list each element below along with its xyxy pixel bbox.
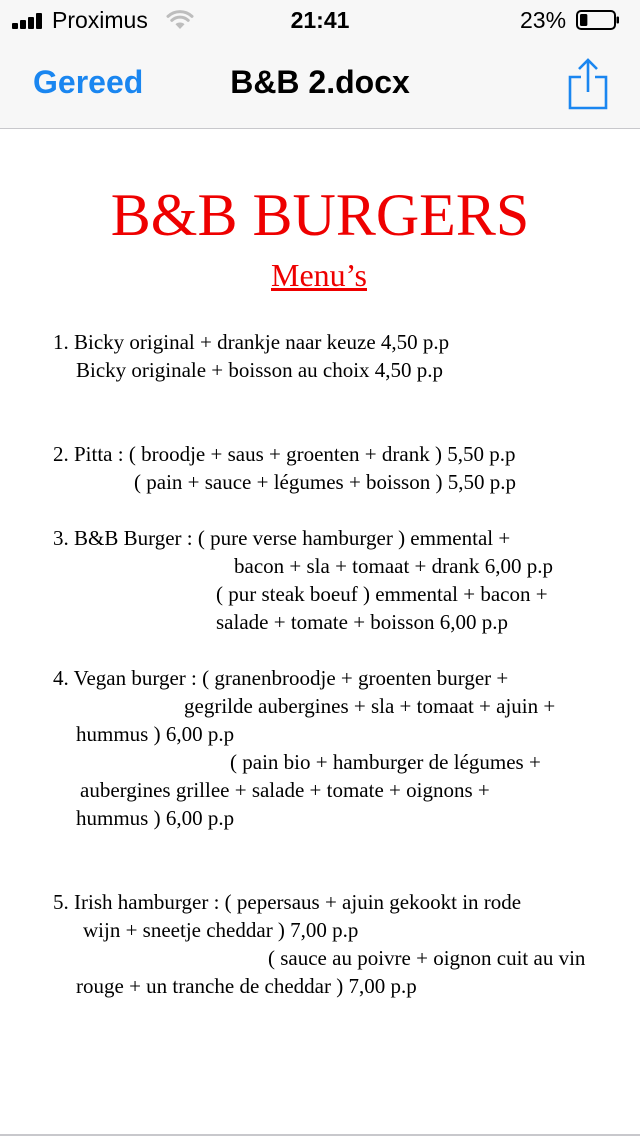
menu-item-5-line-4: rouge + un tranche de cheddar ) 7,00 p.p [76,974,417,998]
menu-item-2-line-2: ( pain + sauce + légumes + boisson ) 5,50 p.p [134,470,516,494]
menu-item-3-line-3: ( pur steak boeuf ) emmental + bacon + [216,582,548,606]
menu-subheading: Menu’s [271,257,367,293]
battery-percentage: 23% [520,7,567,33]
status-time: 21:41 [290,7,350,33]
menu-item-3-line-4: salade + tomate + boisson 6,00 p.p [216,610,508,634]
share-icon[interactable] [567,58,609,110]
menu-item-4-line-1: 4. Vegan burger : ( granenbroodje + groenten burger + [53,666,509,690]
menu-item-3-line-2: bacon + sla + tomaat + drank 6,00 p.p [234,554,553,578]
menu-item-4-line-4: ( pain bio + hamburger de légumes + [230,750,541,774]
menu-item-5-line-3: ( sauce au poivre + oignon cuit au vin [268,946,586,970]
status-bar [0,0,640,40]
menu-heading: B&B BURGERS [110,182,530,248]
battery-icon [576,10,620,30]
nav-bar [0,40,640,129]
menu-item-3-line-1: 3. B&B Burger : ( pure verse hamburger ) emmental + [53,526,511,550]
menu-item-4-line-5: aubergines grillee + salade + tomate + oignons + [80,778,490,802]
menu-item-4-line-2: gegrilde aubergines + sla + tomaat + ajuin + [184,694,556,718]
menu-item-1-line-1: 1. Bicky original + drankje naar keuze 4,50 p.p [53,330,450,354]
menu-item-4-line-3: hummus ) 6,00 p.p [76,722,235,746]
menu-item-1-line-2: Bicky originale + boisson au choix 4,50 p.p [76,358,444,382]
done-button[interactable]: Gereed [33,64,144,100]
menu-item-5-line-1: 5. Irish hamburger : ( pepersaus + ajuin gekookt in rode [53,890,522,914]
menu-item-5-line-2: wijn + sneetje cheddar ) 7,00 p.p [83,918,359,942]
document-title: B&B 2.docx [230,64,410,100]
document-viewer[interactable] [0,129,640,1134]
menu-item-2-line-1: 2. Pitta : ( broodje + saus + groenten + drank ) 5,50 p.p [53,442,516,466]
menu-item-4-line-6: hummus ) 6,00 p.p [76,806,235,830]
carrier-name: Proximus [52,7,148,33]
